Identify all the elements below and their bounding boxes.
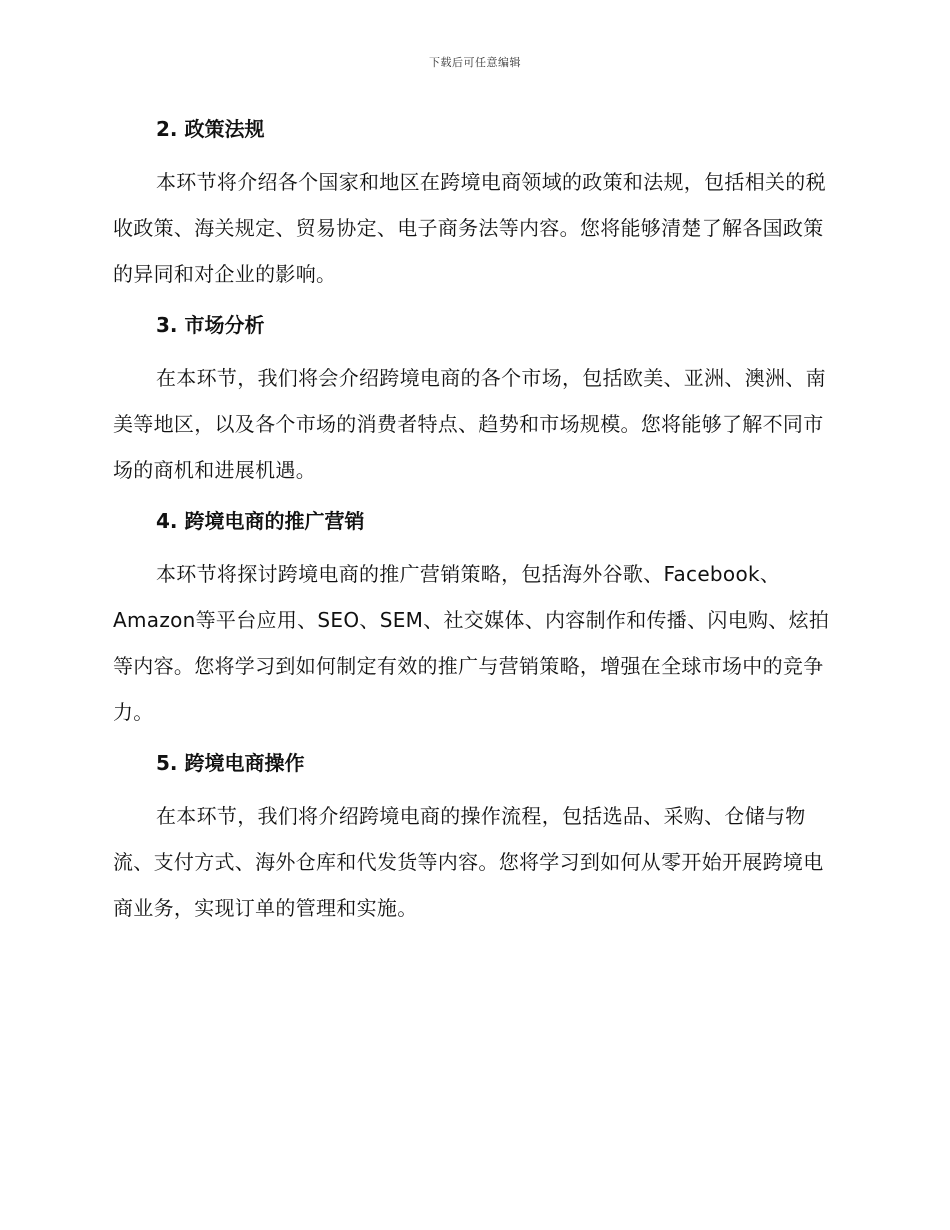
section-heading: 5. 跨境电商操作 <box>156 751 305 775</box>
section-paragraph: 本环节将介绍各个国家和地区在跨境电商领域的政策和法规，包括相关的税收政策、海关规定、贸易协定、电子商务法等内容。您将能够清楚了解各国政策的异同和对企业的影响。 <box>113 170 826 286</box>
section-policy <box>113 112 833 297</box>
section-paragraph: 在本环节，我们将会介绍跨境电商的各个市场，包括欧美、亚洲、澳洲、南美等地区，以及各个市场的消费者特点、趋势和市场规模。您将能够了解不同市场的商机和进展机遇。 <box>113 366 826 482</box>
section-market-analysis <box>113 308 833 493</box>
section-heading: 3. 市场分析 <box>156 313 265 337</box>
section-heading: 2. 政策法规 <box>156 117 265 141</box>
page-header-note: 下载后可任意编辑 <box>429 56 521 69</box>
section-paragraph: 本环节将探讨跨境电商的推广营销策略，包括海外谷歌、Facebook、Amazon等平台应用、SEO、SEM、社交媒体、内容制作和传播、闪电购、炫拍等内容。您将学习到如何制定有效的推广与营销策略，增强在全球市场中的竞争力。 <box>113 562 830 724</box>
section-heading: 4. 跨境电商的推广营销 <box>156 509 365 533</box>
document-content <box>113 112 833 942</box>
section-paragraph: 在本环节，我们将介绍跨境电商的操作流程，包括选品、采购、仓储与物流、支付方式、海外仓库和代发货等内容。您将学习到如何从零开始开展跨境电商业务，实现订单的管理和实施。 <box>113 804 824 920</box>
section-promotion-marketing <box>113 504 833 735</box>
section-operations <box>113 746 833 931</box>
